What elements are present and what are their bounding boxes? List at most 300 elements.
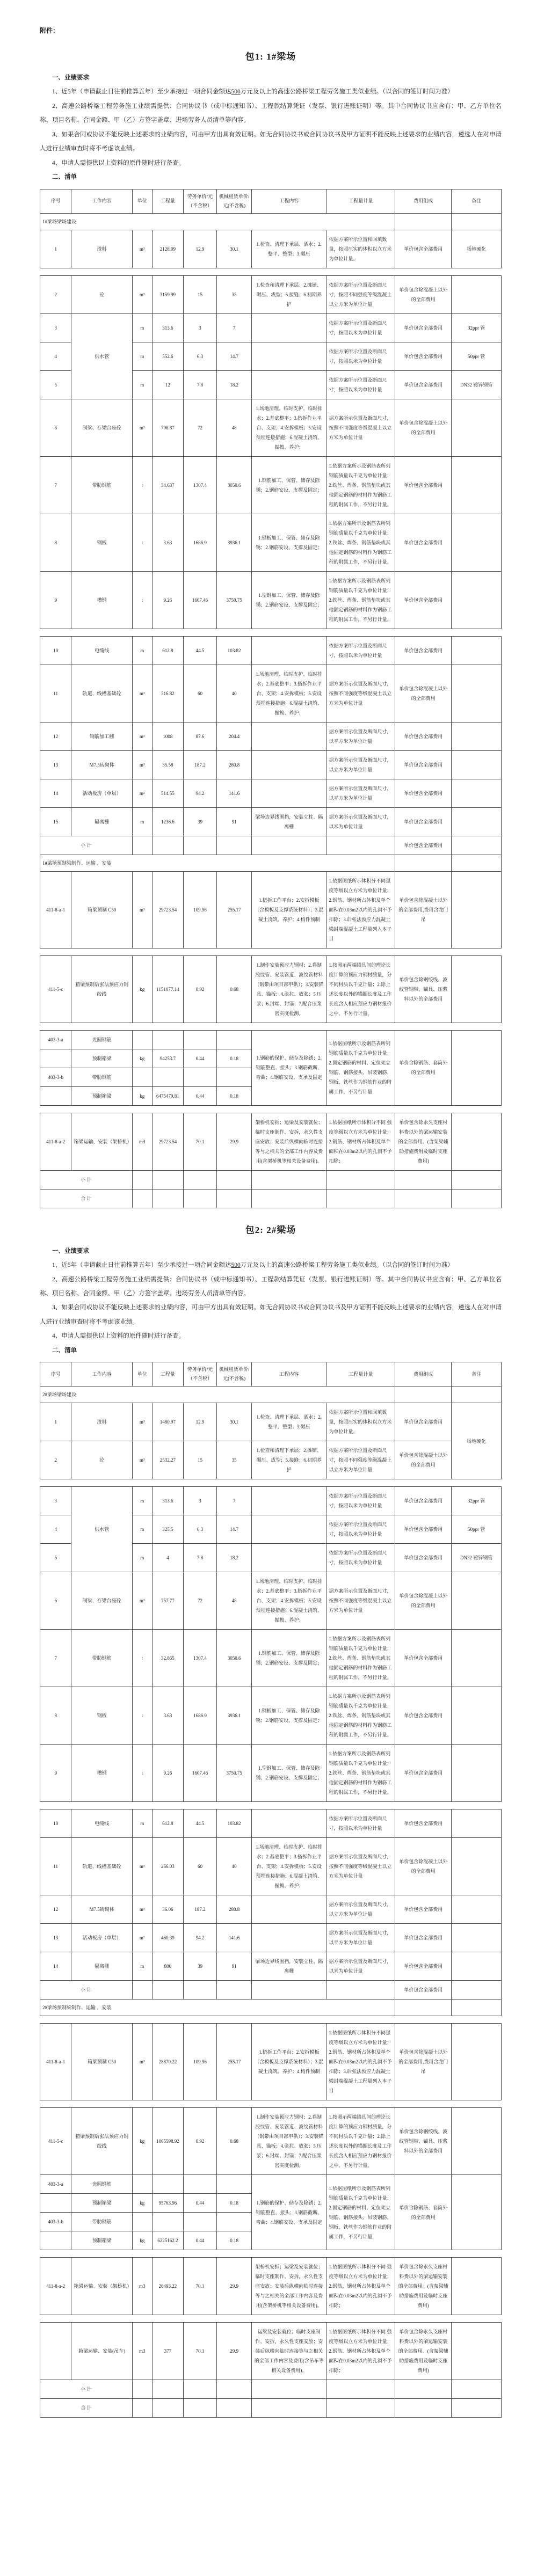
cell: 箱梁预制 C50 <box>71 871 132 948</box>
cell <box>216 1068 251 1086</box>
cell: 2532.27 <box>152 1441 183 1479</box>
cell: 架桥机安拆；运梁及安装就位；临时支座制作、安拆，永久性支座安放；安装后纵横向临时连接等与之相关的全部工作内容及费用(含架桥机等相关设备费用)。 <box>252 1113 326 1170</box>
cell: 合 计 <box>40 1189 133 1208</box>
cell: 1.型钢加工、保管、储存及除锈；2.钢筋安设、支撑及固定； <box>252 571 326 629</box>
cell: m <box>132 1809 152 1838</box>
cell <box>452 213 502 230</box>
cell <box>252 2380 326 2399</box>
cell: 单价包含除混凝土以外的全部费用 <box>395 399 452 456</box>
cell: 44.5 <box>184 1809 217 1838</box>
cell: m³ <box>132 275 152 313</box>
cell <box>252 1924 326 1952</box>
cell: 29.9 <box>216 2258 251 2315</box>
cell: 依据方案所示位置及断面尺寸，按照以米为单位计量 <box>326 1515 395 1544</box>
table-row <box>40 1838 502 1895</box>
cell: 据方案所示位置及断面尺寸，以立方米为单位计量 <box>326 750 395 779</box>
cell: 单价包含全部费用 <box>395 1809 452 1838</box>
cell: 1.依据图纸所示及钢筋表所列钢筋质量以千克为单位计量；2.固定钢筋的材料、定位架立钢筋、钢筋接头、吊装钢筋、钢板、铁丝作为钢筋作业的附属工作，不另行计量 <box>326 2175 395 2250</box>
req1-post: 万元及以上的高速公路桥梁工程劳务施工类似业绩。（以合同的签订时间为准） <box>240 89 454 96</box>
cell: 94.2 <box>184 779 217 807</box>
table-row <box>40 1687 502 1745</box>
cell: 依据方案所示位置及断面尺寸，按照不同强度等级混凝土以立方米为单位计量 <box>326 1441 395 1479</box>
cell: 据方案所示位置及断面尺寸，以平方米为单位计量 <box>326 779 395 807</box>
column-header: 单位 <box>132 189 152 213</box>
table-row <box>40 2399 502 2418</box>
cell: 403-3-a <box>40 2175 71 2194</box>
cell <box>252 1189 326 1208</box>
cell <box>40 2323 71 2380</box>
req-paragraph-4: 4、申请人需提供以上资料的原件随时进行备查。 <box>52 159 185 166</box>
cell: 255.17 <box>216 871 251 948</box>
cell: 单价包含全部费用 <box>395 230 452 268</box>
cell <box>216 2213 251 2231</box>
cell <box>452 2175 502 2250</box>
column-header: 工作内容 <box>71 1362 132 1386</box>
cell: m³ <box>132 2024 152 2100</box>
cell: 1607.46 <box>184 571 217 629</box>
page-break-gap <box>40 268 502 275</box>
cell: t <box>132 571 152 629</box>
cell <box>252 1544 326 1572</box>
cell: 411-8-a-1 <box>40 871 71 948</box>
cell <box>132 2213 152 2231</box>
cell: 单价包含全部费用 <box>395 1687 452 1745</box>
cell: kg <box>132 955 152 1023</box>
cell <box>326 2399 395 2418</box>
cell: 11 <box>40 1838 71 1895</box>
cell <box>452 456 502 514</box>
cell: 32.865 <box>152 1630 183 1687</box>
cell: 运梁及安装就位；临时支座制作、安拆，永久性支座安放；安装后纵横向临时连接等与之相关的全部工作内容及费用(含吊车等相关设备费用)。 <box>252 2323 326 2380</box>
cell <box>452 636 502 665</box>
cell: 29.9 <box>216 1113 251 1170</box>
table-row <box>40 955 502 1023</box>
cell <box>452 1924 502 1952</box>
cell: 1.钢筋加工、保管、储存及除锈；2.钢筋安设、支撑及固定； <box>252 456 326 514</box>
req1-post-2: 万元及以上的高速公路桥梁工程劳务施工类似业绩。（以合同的签订时间为准） <box>240 1262 454 1269</box>
cell: 带肋钢筋 <box>71 456 132 514</box>
cell <box>452 1572 502 1630</box>
cell: 光圆钢筋 <box>71 1030 132 1049</box>
cell: 单价包含全部费用 <box>395 1630 452 1687</box>
cell <box>452 665 502 722</box>
cell: 砼 <box>71 1441 132 1479</box>
cell: 7 <box>216 1487 251 1515</box>
cell <box>452 836 502 855</box>
cell <box>326 1981 395 1999</box>
cell: 箱梁预制后张法预应力钢绞线 <box>71 2108 132 2175</box>
req-paragraph-1 <box>40 85 502 99</box>
table-row <box>40 836 502 855</box>
table-row <box>40 1487 502 1515</box>
cell: 1 <box>40 1403 71 1441</box>
cell <box>395 1999 452 2016</box>
cell: 72 <box>184 399 217 456</box>
cell: 12 <box>152 370 183 399</box>
req1-pre: 1、近5年（申请截止日往前推算五年）至少承接过一项合同金额达 <box>52 89 231 96</box>
cell: 渣料 <box>71 230 132 268</box>
cell <box>132 1030 152 1049</box>
cell <box>132 2399 152 2418</box>
cell: m <box>132 313 152 342</box>
cell: 1.按图示两端锚具间的理论长度计算的预应力钢材质量，分不同材质以千克计量；2.除上述长度以外的锚圈长度及工作长度含入相应预应力钢材报价之中，不另行计量。 <box>326 955 395 1023</box>
cell: 据方案所示位置及断面尺寸，以立方米为单位计量 <box>326 1895 395 1924</box>
cell: kg <box>132 2194 152 2213</box>
gap-cell <box>40 1023 502 1030</box>
cell <box>40 1049 71 1068</box>
cell: 3159.99 <box>152 275 183 313</box>
cell <box>395 2380 452 2399</box>
page-break-gap <box>40 2315 502 2323</box>
cell: 单价包含全部费用 <box>395 1981 452 1999</box>
cell: 轨道、线槽基础砼 <box>71 1838 132 1895</box>
cell: 280.8 <box>216 1895 251 1924</box>
cell: 377 <box>152 2323 183 2380</box>
cell: 箱梁运输、安装（架桥机） <box>71 2258 132 2315</box>
cell <box>216 1030 251 1049</box>
cell: 3 <box>40 313 71 342</box>
cell <box>252 779 326 807</box>
page-break-gap <box>40 1023 502 1030</box>
cell <box>452 1999 502 2016</box>
cell: 12.9 <box>184 1403 217 1441</box>
cell: 梁场边界线围挡，安装立柱、隔离栅 <box>252 1952 326 1981</box>
cell: 单价包含全部费用 <box>395 636 452 665</box>
cell: 0.18 <box>216 2231 251 2250</box>
cell: 单价包含全部费用 <box>395 1487 452 1515</box>
cell: 箱梁预制 C50 <box>71 2024 132 2100</box>
column-header: 工程量 <box>152 1362 183 1386</box>
cell <box>152 1981 183 1999</box>
cell: 钢板 <box>71 1687 132 1745</box>
cell <box>184 2380 217 2399</box>
cell: 13 <box>40 750 71 779</box>
cell: 依据方案所示位置及断面尺寸，按照以米为单位计量 <box>326 1809 395 1838</box>
table-row <box>40 1386 502 1403</box>
cell: 单价包含除永久支座材料费以外的梁运输安装的全部费用。(含架梁辅助措施费用及临时支座费用) <box>395 1113 452 1170</box>
attachment-label: 附件： <box>40 27 60 34</box>
cell: 5 <box>40 370 71 399</box>
cell: m <box>132 636 152 665</box>
table-row <box>40 722 502 750</box>
gap-cell <box>40 268 502 275</box>
cell: 32ppr 管 <box>452 1487 502 1515</box>
cell: 8 <box>40 1687 71 1745</box>
cell: 187.2 <box>184 1895 217 1924</box>
cell: 204.4 <box>216 722 251 750</box>
req1-amount: 500 <box>231 89 241 96</box>
cell: m³ <box>132 871 152 948</box>
cell <box>252 370 326 399</box>
cell: t <box>132 514 152 571</box>
cell: 据方案所示位置及断面尺寸，以平方米为单位计量 <box>326 722 395 750</box>
cell <box>395 1386 452 1403</box>
cell: 1.场地清理、临时支护、临时排水；2.基底整平；3.搭拆作业平台、支架；4.安拆模板；5.安设预埋连接措施；6.混凝土浇筑、振捣、养护； <box>252 665 326 722</box>
cell: 活动板房（单层） <box>71 1924 132 1952</box>
cell: 1.钢筋加工、保管、储存及除锈；2.钢筋安设、支撑及固定； <box>252 1630 326 1687</box>
cell: 255.17 <box>216 2024 251 2100</box>
cell <box>395 855 452 871</box>
cell: 1.依据图纸所示体积分不同强度等级以立方米为单位计量；2.钢筋、钢材所占体积及单个面积在0.03m2以内的孔洞不予扣除；3.后张法预应力混凝土梁封端混凝土工程量列入本子目 <box>326 871 395 948</box>
cell: 0.18 <box>216 1086 251 1105</box>
cell <box>452 2258 502 2315</box>
cell: 94253.7 <box>152 1049 183 1068</box>
cell: 3 <box>184 313 217 342</box>
cell <box>452 514 502 571</box>
cell: 单价包含全部费用 <box>395 1745 452 1802</box>
cell: 单价包含除混凝土以外的全部费用 <box>395 665 452 722</box>
header-row <box>40 1362 502 1386</box>
cell <box>152 2213 183 2231</box>
cell: m² <box>132 722 152 750</box>
cell <box>184 2213 217 2231</box>
cell: 9 <box>40 571 71 629</box>
cell: 1#梁场梁场建设 <box>40 213 395 230</box>
cell: 103.82 <box>216 636 251 665</box>
table-row <box>40 1952 502 1981</box>
cell: 460.39 <box>152 1924 183 1952</box>
cell: 798.87 <box>152 399 183 456</box>
cell: 1.依据方案所示及钢筋表所列钢筋质量以千克为单位计量；2.铁丝、焊条、钢筋垫块或其他固定钢筋的材料作为钢筋工程的附属工作，不另行计量。 <box>326 1745 395 1802</box>
gap-cell <box>40 1479 502 1487</box>
cell: 据方案所示位置及断面尺寸，按照不同强度等级混凝土以立方米为单位计量 <box>326 1838 395 1895</box>
cell: 依据方案所示位置和回填数量，按照压实的体积以立方米为单位计量。 <box>326 1403 395 1441</box>
cell: 3 <box>40 1487 71 1515</box>
cell: 单价包含全部费用 <box>395 1544 452 1572</box>
cell <box>452 399 502 456</box>
cell: 70.1 <box>184 2258 217 2315</box>
cell: 4 <box>40 342 71 370</box>
table-row <box>40 2323 502 2380</box>
cell: 据方案所示位置及断面尺寸，以米为单位计量 <box>326 1952 395 1981</box>
cell: 7.8 <box>184 370 217 399</box>
cell: 6.3 <box>184 342 217 370</box>
cell: 1.型钢加工、保管、储存及除锈；2.钢筋安设、支撑及固定； <box>252 1745 326 1802</box>
req1-amount-2: 500 <box>231 1262 241 1269</box>
cell: 1151077.14 <box>152 955 183 1023</box>
table-row <box>40 1745 502 1802</box>
cell: 60 <box>184 1838 217 1895</box>
table-row <box>40 275 502 313</box>
cell: 制梁、存梁台座砼 <box>71 399 132 456</box>
cell: 带肋钢筋 <box>71 1068 132 1086</box>
cell: 29723.54 <box>152 1113 183 1170</box>
cell: 325.5 <box>152 1515 183 1544</box>
cell <box>452 1687 502 1745</box>
cell <box>452 1189 502 1208</box>
req2-paragraph-4: 4、申请人需提供以上资料的原件随时进行备查。 <box>52 1333 185 1340</box>
page-break-gap <box>40 1105 502 1113</box>
cell: 36.06 <box>152 1895 183 1924</box>
cell <box>132 2175 152 2194</box>
cell <box>184 1030 217 1049</box>
cell: 403-3-b <box>40 2213 71 2231</box>
cell: m³ <box>132 1895 152 1924</box>
cell: 0.44 <box>184 2194 217 2213</box>
cell: 12 <box>40 722 71 750</box>
cell: 1.钢筋的保护、储存及除锈；2.钢筋整直、接头；3.钢筋截断、弯曲；4.钢筋安设、支承及固定 <box>252 1030 326 1105</box>
perf-heading-2: 一、业绩要求 <box>52 1247 89 1254</box>
cell: 1236.6 <box>152 807 183 836</box>
list-heading: 二、清单 <box>52 174 77 181</box>
cell: 5 <box>40 1544 71 1572</box>
cell: M7.5砖砌体 <box>71 750 132 779</box>
cell <box>40 2231 71 2250</box>
page-break-gap <box>40 948 502 955</box>
cell: 砼 <box>71 275 132 313</box>
cell: 预制箱梁 <box>71 1086 132 1105</box>
cell: 1.钢板加工、保管、储存及除锈；2.钢筋安设、支撑及固定； <box>252 1687 326 1745</box>
cell <box>452 855 502 871</box>
cell: m <box>132 1952 152 1981</box>
cell: 15 <box>40 807 71 836</box>
cell: kg <box>132 2108 152 2175</box>
cell <box>395 1170 452 1189</box>
cell: 7 <box>40 456 71 514</box>
cell: 316.82 <box>152 665 183 722</box>
cell: 4 <box>152 1544 183 1572</box>
cell: M7.5砖砌体 <box>71 1895 132 1924</box>
cell: 据方案所示位置及断面尺寸，按照不同强度等级混凝土以立方米为单位计量 <box>326 665 395 722</box>
cell: 612.8 <box>152 1809 183 1838</box>
table-row <box>40 1924 502 1952</box>
cell: m² <box>132 779 152 807</box>
cell: 0.92 <box>184 955 217 1023</box>
cell: 1.依据图纸所示体积分不同 强度等级以立方米为单位计量；2.钢筋、钢材所占体积及单个面积在0.03m2以内的孔洞不予扣除； <box>326 1113 395 1170</box>
cell: m³ <box>132 399 152 456</box>
cell <box>252 2399 326 2418</box>
cell: m³ <box>132 1572 152 1630</box>
column-header: 费用组成 <box>395 189 452 213</box>
cell: 1.依据图纸所示体积分不同 强度等级以立方米为单位计量；2.钢筋、钢材所占体积及单个面积在0.03m2以内的孔洞不予扣除； <box>326 2258 395 2315</box>
cell: 3050.6 <box>216 456 251 514</box>
cell: 403-3-a <box>40 1030 71 1049</box>
cell: DN32 镀锌钢管 <box>452 370 502 399</box>
cell: 单价包含全部费用 <box>395 750 452 779</box>
req1-pre-2: 1、近5年（申请截止日往前推算五年）至少承接过一项合同金额达 <box>52 1262 231 1269</box>
cell: 3936.1 <box>216 514 251 571</box>
table-row <box>40 2108 502 2175</box>
cell: 1.检查和清理下承层；2.摊铺、碾压、成型；5.接缝；6.初期养护 <box>252 275 326 313</box>
cell: 29.9 <box>216 2323 251 2380</box>
cell: 1.按图示两端锚具间的理论长度计算的预应力钢材质量，分不同材质以千克计量；2.除上述长度以外的锚圈长度及工作长度含入相应预应力钢材报价之中，不另行计量。 <box>326 2108 395 2175</box>
cell: 800 <box>152 1952 183 1981</box>
cell: 依据方案所示位置及断面尺寸，按照以米为单位计量 <box>326 370 395 399</box>
req2-paragraph-2: 2、高速公路桥梁工程劳务施工业绩需提供：合同协议书（或中标通知书）、工程款结算凭证（发票、银行进账证明）等。其中合同协议书应含有：甲、乙方单位名称、项目名称、合同金额、甲（乙）方签字盖章、进场劳务人员清单等内容。 <box>40 1276 502 1297</box>
cell: 6 <box>40 1572 71 1630</box>
cell: 103.82 <box>216 1809 251 1838</box>
cell <box>40 1086 71 1105</box>
cell: 9 <box>40 1745 71 1802</box>
cell: 单价包含全部费用 <box>395 779 452 807</box>
cell: 预制箱梁 <box>71 2231 132 2250</box>
cell: 单价包含全部费用 <box>395 807 452 836</box>
cell <box>395 1189 452 1208</box>
quantity-table-package-2 <box>40 1362 502 2418</box>
cell: 72 <box>184 1572 217 1630</box>
cell <box>452 1745 502 1802</box>
cell: 29723.54 <box>152 871 183 948</box>
cell: 2 <box>40 1441 71 1479</box>
cell: 依据方案所示位置及断面尺寸，按照不同强度等级混凝土以立方米为单位计量 <box>326 275 395 313</box>
cell: 小 计 <box>40 836 133 855</box>
cell <box>252 1895 326 1924</box>
cell <box>252 1487 326 1515</box>
table-row <box>40 2258 502 2315</box>
cell: 1.依据方案所示及钢筋表所列钢筋质量以千克为单位计量；2.铁丝、焊条、钢筋垫块或其他固定钢筋的材料作为钢筋工程的附属工作，不另行计量。 <box>326 514 395 571</box>
page-break-gap <box>40 2250 502 2258</box>
cell: 带肋钢筋 <box>71 2213 132 2231</box>
cell: 单价包含全部费用 <box>395 1403 452 1441</box>
cell: 箱梁运输、安装（架桥机） <box>71 1113 132 1170</box>
cell: 1#梁场预制梁制作、运输 、安装 <box>40 855 395 871</box>
package-1-title: 包1: 1#梁场 <box>245 52 296 62</box>
cell: 3750.75 <box>216 1745 251 1802</box>
table-row <box>40 1895 502 1924</box>
cell: 1.搭拆工作平台；2.安拆模板（含模板及支撑系统材料）；3.混凝土浇筑、养护；4.构件预制 <box>252 2024 326 2100</box>
cell: 7 <box>216 313 251 342</box>
cell: 隔离栅 <box>71 807 132 836</box>
cell: 3.63 <box>152 1687 183 1745</box>
cell: 据方案所示位置及断面尺寸，以平方米为单位计量 <box>326 1924 395 1952</box>
cell: 单价含除钢筋、套筒外的全部费用 <box>395 2175 452 2250</box>
cell: kg <box>132 1049 152 1068</box>
cell: 0.44 <box>184 2231 217 2250</box>
cell <box>452 1838 502 1895</box>
cell: 411-8-a-2 <box>40 2258 71 2315</box>
gap-cell <box>40 629 502 636</box>
cell: 3 <box>184 1487 217 1515</box>
table-row <box>40 750 502 779</box>
cell: 1.依据图纸所示体积分不同强度等级以立方米为单位计量；2.钢筋、钢材所占体积及单个面积在0.03m2以内的孔洞不予扣除；3.后张法预应力混凝土梁封端混凝土工程量列入本子目 <box>326 2024 395 2100</box>
cell: 70.1 <box>184 1113 217 1170</box>
cell <box>252 1170 326 1189</box>
cell <box>252 1981 326 1999</box>
cell: 钢板 <box>71 514 132 571</box>
cell: 1307.4 <box>184 1630 217 1687</box>
cell <box>216 1170 251 1189</box>
cell: 单价包含除钢绞线、波纹管钢带、锚具、压浆料以外的全部费用 <box>395 955 452 1023</box>
cell: 梁场边界线围挡，安装立柱、隔离栅 <box>252 807 326 836</box>
cell <box>184 836 217 855</box>
gap-cell <box>40 2100 502 2108</box>
cell: m³ <box>132 665 152 722</box>
cell <box>216 2175 251 2194</box>
cell: t <box>132 456 152 514</box>
cell <box>184 1981 217 1999</box>
cell: 单价包含全部费用 <box>395 514 452 571</box>
table-row <box>40 1189 502 1208</box>
cell: 13 <box>40 1924 71 1952</box>
cell <box>452 1809 502 1838</box>
cell: 1.依据图纸所示体积分不同 强度等级以立方米为单位计量；2.钢筋、钢材所占体积及单个面积在0.03m2以内的孔洞不予扣除； <box>326 2323 395 2380</box>
cell: m³ <box>132 750 152 779</box>
cell: 单价包含除混凝土以外的全部费用 <box>395 275 452 313</box>
cell: 电缆线 <box>71 1809 132 1838</box>
cell <box>132 2380 152 2399</box>
cell: 14 <box>40 1952 71 1981</box>
cell <box>326 1189 395 1208</box>
cell: 1065598.92 <box>152 2108 183 2175</box>
cell: 依据方案所示位置及断面尺寸，按照以米为单位计量 <box>326 1544 395 1572</box>
cell: 39 <box>184 807 217 836</box>
cell <box>452 750 502 779</box>
column-header: 备注 <box>452 189 502 213</box>
cell: 活动板房（单层） <box>71 779 132 807</box>
package-1-section <box>40 49 502 1208</box>
cell: 光圆钢筋 <box>71 2175 132 2194</box>
cell: 单价包含除永久支座材料费以外的梁运输安装的全部费用。(含架梁辅助措施费用及临时支座费用) <box>395 2258 452 2315</box>
